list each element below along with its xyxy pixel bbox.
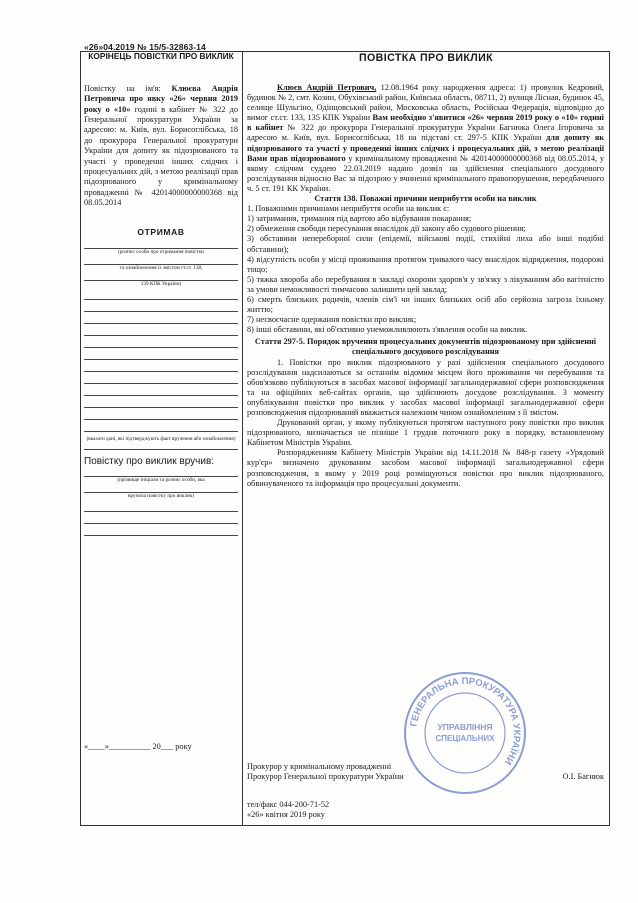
blank-line <box>84 384 238 396</box>
blank-line <box>84 372 238 384</box>
recipient-hint-3: 139 КПК України) <box>140 281 182 288</box>
article-138-item: 1) затримання, тримання під вартою або відбування покарання; <box>247 214 472 224</box>
blank-line <box>84 348 238 360</box>
blank-line <box>84 288 238 300</box>
appearance-location: № 322 до прокурора Генеральної прокуратури України Багнюка Олега Ігоровича за адресою м. Київ, вул. Борисоглібська, 18 на підставі ст. 297-5 КПК України <box>247 123 604 143</box>
recipient-hint-2: та ознайомлення із змістом ст.ст. 138, <box>119 265 203 272</box>
summons-paragraph-main <box>247 83 604 194</box>
signature-line <box>84 484 238 493</box>
counterfoil-body-name: Клюєва Андрія Петровича про явку «26» червня 2019 року о «10» <box>84 83 238 114</box>
article-297-5-paragraph: 1. Повістки про виклик підозрюваного у разі здійснення спеціального досудового розслідування надсилаються за останнім відомим місцем його проживання чи перебування та обов'язково публікуються в засобах масової інформації загальнодержавної сфери розповсюдження та на офіційних веб-сайтах органів, що здійснюють досудове розслідування. З моменту опублікування повістки про виклик у засобах масової інформації загальнодержавної сфери розповсюдження підозрюваний вважається належним чином ознайомленим з її змістом. <box>247 357 604 417</box>
blank-line <box>84 396 238 408</box>
article-297-5-paragraph: Друкований орган, у якому публікуються протягом наступного року повістки про виклик підозрюваного, визначається не пізніше 1 грудня поточного року в порядку, встановленому Кабінетом Міністрів України. <box>247 418 604 448</box>
received-heading: ОТРИМАВ <box>137 226 185 237</box>
stamp-inner-line-1: УПРАВЛІННЯ <box>437 722 493 732</box>
blank-line <box>84 324 238 336</box>
issue-date: «26» квітня 2019 року <box>247 810 325 820</box>
blank-line <box>84 512 238 524</box>
official-stamp <box>400 668 530 798</box>
article-138-item: 5) тяжка хвороба або перебування в закладі охорони здоров'я у зв'язку з лікуванням або вагітністю за умови неможливості тимчасово залишити цей заклад; <box>247 274 604 294</box>
article-297-5-paragraph: Розпорядженням Кабінету Міністрів України від 14.11.2018 № 848-р газету «Урядовий кур'єр» визначено друкованим засобом масової інформації загальнодержавної сфери розповсюдження, в якому у 2019 році розміщуються повістки про виклик підозрюваного, обвинуваченого та інформація про процесуальні документи. <box>247 448 604 488</box>
blank-line <box>84 408 238 420</box>
signatory-name: О.І. Багнюк <box>562 772 604 782</box>
blank-line <box>84 312 238 324</box>
recipient-hint-1: (розпис особи про отримання повістки <box>118 249 204 256</box>
article-297-5-title: Стаття 297-5. Порядок вручення процесуальних документів підозрюваному при здійсненні спеціального досудового розслідування <box>254 337 597 357</box>
counterfoil-body-details: годині в кабінет № 322 до Генеральної прокуратури України за адресою: м. Київ, вул. Борисоглібська, 18 до прокурора Генеральної прокуратури України для допиту як підозрюваного та участі у проведенні інших слідчих і процесуальних дій, з метою реалізації прав підозрюваного у кримінальному провадженні № 42014000000000368 від 08.05.2014 <box>84 104 238 208</box>
summons-body <box>247 83 604 489</box>
blank-line <box>84 420 238 432</box>
handed-over-heading: Повістку про виклик вручив: <box>84 456 215 468</box>
counterfoil-title: КОРІНЕЦЬ ПОВІСТКИ ПРО ВИКЛИК <box>88 51 234 61</box>
article-138-item: 8) інші обставини, які об'єктивно унеможливлюють з'явлення особи на виклик. <box>247 325 528 335</box>
signature-line <box>84 237 238 249</box>
blank-line <box>84 360 238 372</box>
counterfoil-body <box>84 84 238 209</box>
stamp-inner-line-2: СПЕЦІАЛЬНИХ <box>435 734 495 743</box>
phone-fax: тел/факс 044-200-71-52 <box>247 800 330 809</box>
blank-line <box>84 336 238 348</box>
signature-line <box>84 272 238 281</box>
summons-purpose: для допиту як підозрюваного та участі у проведенні інших слідчих і процесуальних дій, з метою реалізації Вами прав підозрюваного <box>247 133 604 163</box>
counterfoil-body-intro: Повістку на ім'я: <box>84 83 172 93</box>
blank-line <box>84 524 238 536</box>
signature-line <box>84 468 238 477</box>
addressee-name: Клюєв Андрій Петрович, <box>277 83 377 92</box>
summons-title: ПОВІСТКА ПРО ВИКЛИК <box>359 52 493 64</box>
document-number: «26»04.2019 № 15/5-32863-14 <box>84 42 206 52</box>
signature-role-line: Прокурор у кримінальному провадженні <box>247 762 392 771</box>
appearance-requirement: Вам необхідно з'явитися «26» червня 2019 року о «10» годині в кабінет <box>247 113 604 133</box>
article-138-item: 6) смерть близьких родичів, членів сім'ї чи інших близьких осіб або серйозна загроза їхньому життю; <box>247 294 604 315</box>
stamp-ring-text: ГЕНЕРАЛЬНА ПРОКУРАТУРА УКРАЇНИ <box>408 675 523 767</box>
column-divider <box>242 51 243 826</box>
case-details: у кримінальному провадженні № 42014000000000368 від 08.05.2014, у якому слідчим суддею 22.03.2019 надано дозвіл на здійснення спеціального досудового розслідування відносно Вас за підозрою у вчиненні кримінального правопорушення, передбаченого ч. 5 ст. 191 КК України. <box>247 153 604 193</box>
addressee-details: 12.08.1964 року народження адреса: 1) провулок Кедровий, будинок № 2, смт. Козин, Обухівський район, Київська область, 08711, 2) вулиця Лісная, будинок 45, селище Шульгіно, Одінцовський район, Московська область, Російська Федерація, відповідно до вимог ст.ст. 133, 135 КПК України <box>247 83 604 123</box>
blank-line <box>84 443 238 450</box>
signature-line <box>84 256 238 265</box>
article-138-title: Стаття 138. Поважні причини неприбуття особи на виклик <box>314 194 537 204</box>
article-138-item: 3) обставини непереборної сили (епідемії, військові події, стихійні лиха або інші подібні обставини); <box>247 234 604 254</box>
article-138-item: 2) обмеження свободи пересування внаслідок дії закону або судового рішення; <box>247 224 526 234</box>
alternative-hint: (вказати дані, які підтверджують факт вручення або ознайомлення) <box>86 436 236 443</box>
article-138-item: 1. Поважними причинами неприбуття особи на виклик є: <box>247 204 450 214</box>
article-138-item: 7) несвоєчасне одержання повістки про виклик; <box>247 315 417 325</box>
blank-line <box>84 300 238 312</box>
handed-hint-2: вручила повістку про виклик) <box>128 493 194 500</box>
contacts-block <box>247 800 547 821</box>
article-138-item: 4) відсутність особи у місці проживання протягом тривалого часу внаслідок відрядження, подорожі тощо; <box>247 254 604 274</box>
counterfoil-date-line: «____»__________ 20___ року <box>84 742 192 751</box>
blank-line <box>84 500 238 512</box>
counterfoil-column <box>84 52 238 536</box>
signature-position: Прокурор Генеральної прокуратури України <box>247 772 404 782</box>
handed-hint-1: (прізвище ініціали та розпис особи, яка <box>117 477 205 484</box>
